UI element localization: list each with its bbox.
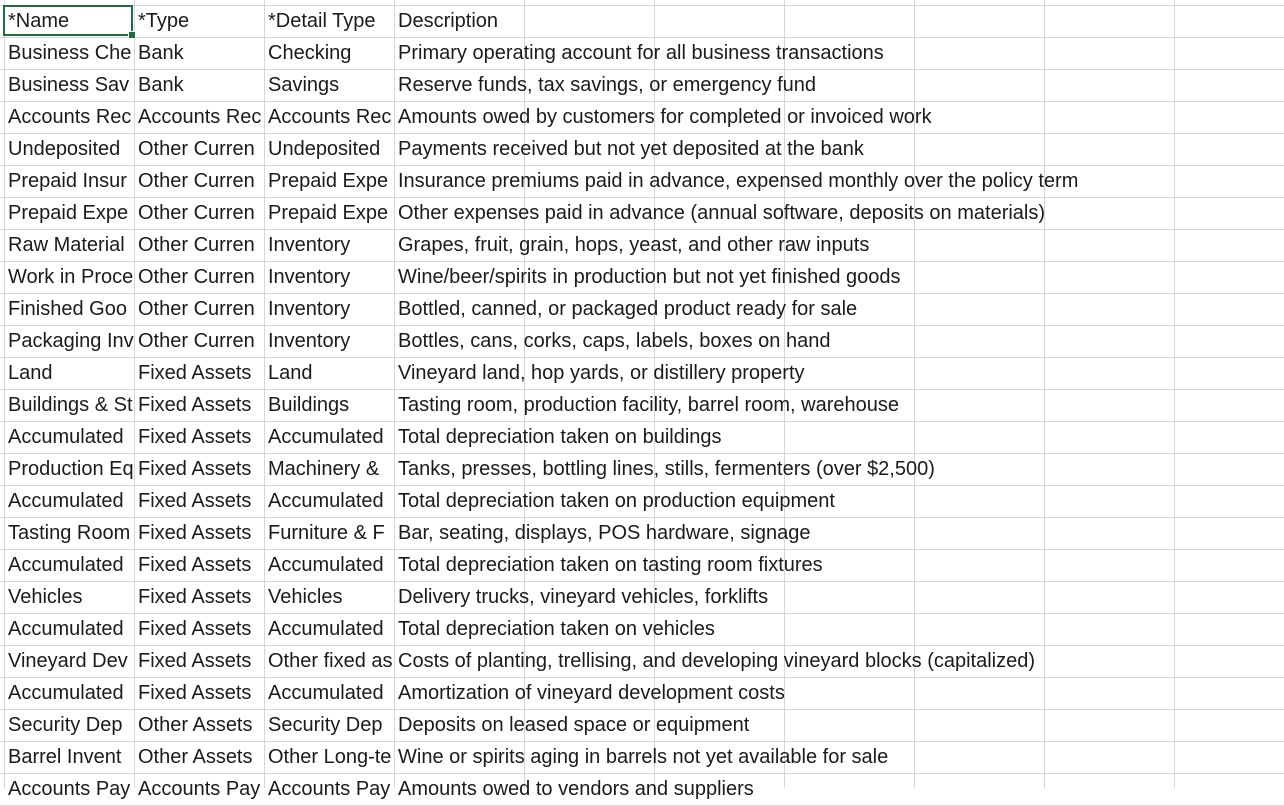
table-row xyxy=(0,710,1284,742)
cell-name[interactable]: Accounts Pay xyxy=(8,778,131,800)
cell-detail-type[interactable]: Accumulated xyxy=(268,618,384,640)
cell-name[interactable]: Tasting Room xyxy=(8,522,131,544)
table-row xyxy=(0,422,1284,454)
cell-type[interactable]: Other Assets xyxy=(138,746,253,768)
header-cell-description[interactable]: Description xyxy=(398,10,499,32)
cell-description[interactable]: Tanks, presses, bottling lines, stills, fermenters (over $2,500) xyxy=(398,458,935,480)
cell-detail-type[interactable]: Machinery & xyxy=(268,458,380,480)
cell-name[interactable]: Buildings & St xyxy=(8,394,133,416)
table-row xyxy=(0,774,1284,806)
header-row xyxy=(0,6,1284,38)
cell-type[interactable]: Other Curren xyxy=(138,138,255,160)
cell-type[interactable]: Fixed Assets xyxy=(138,394,252,416)
cell-description[interactable]: Grapes, fruit, grain, hops, yeast, and other raw inputs xyxy=(398,234,870,256)
table-row xyxy=(0,134,1284,166)
cell-detail-type[interactable]: Prepaid Expe xyxy=(268,202,389,224)
cell-description[interactable]: Total depreciation taken on tasting room fixtures xyxy=(398,554,823,576)
cell-description[interactable]: Reserve funds, tax savings, or emergency fund xyxy=(398,74,816,96)
cell-type[interactable]: Fixed Assets xyxy=(138,650,252,672)
cell-description[interactable]: Wine or spirits aging in barrels not yet available for sale xyxy=(398,746,889,768)
cell-type[interactable]: Fixed Assets xyxy=(138,490,252,512)
table-row xyxy=(0,486,1284,518)
cell-detail-type[interactable]: Other fixed as xyxy=(268,650,393,672)
table-row xyxy=(0,550,1284,582)
table-row xyxy=(0,294,1284,326)
header-cell-type[interactable]: *Type xyxy=(138,10,190,32)
table-row xyxy=(0,102,1284,134)
cell-detail-type[interactable]: Undeposited xyxy=(268,138,381,160)
cell-type[interactable]: Fixed Assets xyxy=(138,586,252,608)
cell-description[interactable]: Bar, seating, displays, POS hardware, signage xyxy=(398,522,811,544)
cell-type[interactable]: Bank xyxy=(138,42,184,64)
cell-detail-type[interactable]: Inventory xyxy=(268,266,351,288)
cell-name[interactable]: Raw Material xyxy=(8,234,125,256)
cell-type[interactable]: Fixed Assets xyxy=(138,458,252,480)
cell-name[interactable]: Accounts Rec xyxy=(8,106,132,128)
cell-type[interactable]: Fixed Assets xyxy=(138,554,252,576)
cell-type[interactable]: Fixed Assets xyxy=(138,426,252,448)
cell-name[interactable]: Accumulated xyxy=(8,554,124,576)
cell-detail-type[interactable]: Savings xyxy=(268,74,340,96)
cell-name[interactable]: Production Eq xyxy=(8,458,134,480)
cell-detail-type[interactable]: Vehicles xyxy=(268,586,343,608)
cell-type[interactable]: Other Curren xyxy=(138,330,255,352)
cell-name[interactable]: Finished Goo xyxy=(8,298,127,320)
cell-detail-type[interactable]: Accounts Pay xyxy=(268,778,391,800)
cell-detail-type[interactable]: Accumulated xyxy=(268,682,384,704)
cell-detail-type[interactable]: Security Dep xyxy=(268,714,383,736)
cell-name[interactable]: Vehicles xyxy=(8,586,83,608)
cell-detail-type[interactable]: Accumulated xyxy=(268,554,384,576)
cell-detail-type[interactable]: Accumulated xyxy=(268,426,384,448)
cell-type[interactable]: Fixed Assets xyxy=(138,522,252,544)
cell-name[interactable]: Work in Proce xyxy=(8,266,134,288)
table-row xyxy=(0,198,1284,230)
cell-description[interactable]: Payments received but not yet deposited at the bank xyxy=(398,138,864,160)
cell-type[interactable]: Other Assets xyxy=(138,714,253,736)
cell-type[interactable]: Other Curren xyxy=(138,202,255,224)
cell-name[interactable]: Accumulated xyxy=(8,490,124,512)
cell-detail-type[interactable]: Accounts Rec xyxy=(268,106,392,128)
cell-description[interactable]: Delivery trucks, vineyard vehicles, forklifts xyxy=(398,586,769,608)
cell-detail-type[interactable]: Inventory xyxy=(268,298,351,320)
cell-name[interactable]: Barrel Invent xyxy=(8,746,122,768)
cell-detail-type[interactable]: Furniture & F xyxy=(268,522,385,544)
table-row xyxy=(0,38,1284,70)
cell-detail-type[interactable]: Checking xyxy=(268,42,352,64)
header-cell-name[interactable]: *Name xyxy=(8,10,70,32)
cell-description[interactable]: Vineyard land, hop yards, or distillery property xyxy=(398,362,805,384)
cell-detail-type[interactable]: Other Long-te xyxy=(268,746,392,768)
cell-name[interactable]: Prepaid Expe xyxy=(8,202,129,224)
table-row xyxy=(0,678,1284,710)
table-row xyxy=(0,454,1284,486)
cell-name[interactable]: Business Che xyxy=(8,42,132,64)
cell-name[interactable]: Security Dep xyxy=(8,714,123,736)
cell-description[interactable]: Amounts owed by customers for completed or invoiced work xyxy=(398,106,932,128)
cell-description[interactable]: Wine/beer/spirits in production but not yet finished goods xyxy=(398,266,901,288)
cell-type[interactable]: Other Curren xyxy=(138,298,255,320)
cell-detail-type[interactable]: Prepaid Expe xyxy=(268,170,389,192)
cell-description[interactable]: Amortization of vineyard development costs xyxy=(398,682,785,704)
cell-type[interactable]: Bank xyxy=(138,74,184,96)
cell-name[interactable]: Business Sav xyxy=(8,74,130,96)
cell-description[interactable]: Total depreciation taken on vehicles xyxy=(398,618,715,640)
table-row xyxy=(0,582,1284,614)
cell-description[interactable]: Total depreciation taken on buildings xyxy=(398,426,722,448)
cell-description[interactable]: Primary operating account for all business transactions xyxy=(398,42,884,64)
cell-name[interactable]: Accumulated xyxy=(8,426,124,448)
cell-description[interactable]: Deposits on leased space or equipment xyxy=(398,714,750,736)
fill-handle[interactable] xyxy=(128,31,136,39)
cell-name[interactable]: Packaging Inv xyxy=(8,330,134,352)
cell-type[interactable]: Other Curren xyxy=(138,266,255,288)
cell-type[interactable]: Fixed Assets xyxy=(138,682,252,704)
table-row xyxy=(0,326,1284,358)
cell-name[interactable]: Accumulated xyxy=(8,618,124,640)
cell-detail-type[interactable]: Land xyxy=(268,362,313,384)
cell-name[interactable]: Land xyxy=(8,362,53,384)
cell-detail-type[interactable]: Buildings xyxy=(268,394,350,416)
cell-description[interactable]: Bottles, cans, corks, caps, labels, boxes on hand xyxy=(398,330,831,352)
table-row xyxy=(0,70,1284,102)
table-row xyxy=(0,646,1284,678)
cell-description[interactable]: Total depreciation taken on production equipment xyxy=(398,490,835,512)
table-row xyxy=(0,390,1284,422)
cell-description[interactable]: Costs of planting, trellising, and developing vineyard blocks (capitalized) xyxy=(398,650,1036,672)
cell-name[interactable]: Undeposited xyxy=(8,138,121,160)
table-row xyxy=(0,614,1284,646)
cell-detail-type[interactable]: Inventory xyxy=(268,330,351,352)
cell-type[interactable]: Accounts Pay xyxy=(138,778,261,800)
cell-description[interactable]: Amounts owed to vendors and suppliers xyxy=(398,778,754,800)
cell-type[interactable]: Accounts Rec xyxy=(138,106,262,128)
cell-name[interactable]: Prepaid Insur xyxy=(8,170,127,192)
table-row xyxy=(0,358,1284,390)
table-row xyxy=(0,742,1284,774)
cell-detail-type[interactable]: Inventory xyxy=(268,234,351,256)
cell-name[interactable]: Vineyard Dev xyxy=(8,650,128,672)
cell-description[interactable]: Insurance premiums paid in advance, expensed monthly over the policy term xyxy=(398,170,1079,192)
cell-description[interactable]: Tasting room, production facility, barrel room, warehouse xyxy=(398,394,899,416)
header-cell-detail-type[interactable]: *Detail Type xyxy=(268,10,376,32)
cell-name[interactable]: Accumulated xyxy=(8,682,124,704)
table-row xyxy=(0,518,1284,550)
cell-type[interactable]: Fixed Assets xyxy=(138,362,252,384)
cell-type[interactable]: Other Curren xyxy=(138,234,255,256)
table-row xyxy=(0,230,1284,262)
cell-description[interactable]: Bottled, canned, or packaged product ready for sale xyxy=(398,298,858,320)
cell-type[interactable]: Fixed Assets xyxy=(138,618,252,640)
table-row xyxy=(0,166,1284,198)
cell-type[interactable]: Other Curren xyxy=(138,170,255,192)
cell-description[interactable]: Other expenses paid in advance (annual software, deposits on materials) xyxy=(398,202,1046,224)
cell-detail-type[interactable]: Accumulated xyxy=(268,490,384,512)
table-row xyxy=(0,262,1284,294)
